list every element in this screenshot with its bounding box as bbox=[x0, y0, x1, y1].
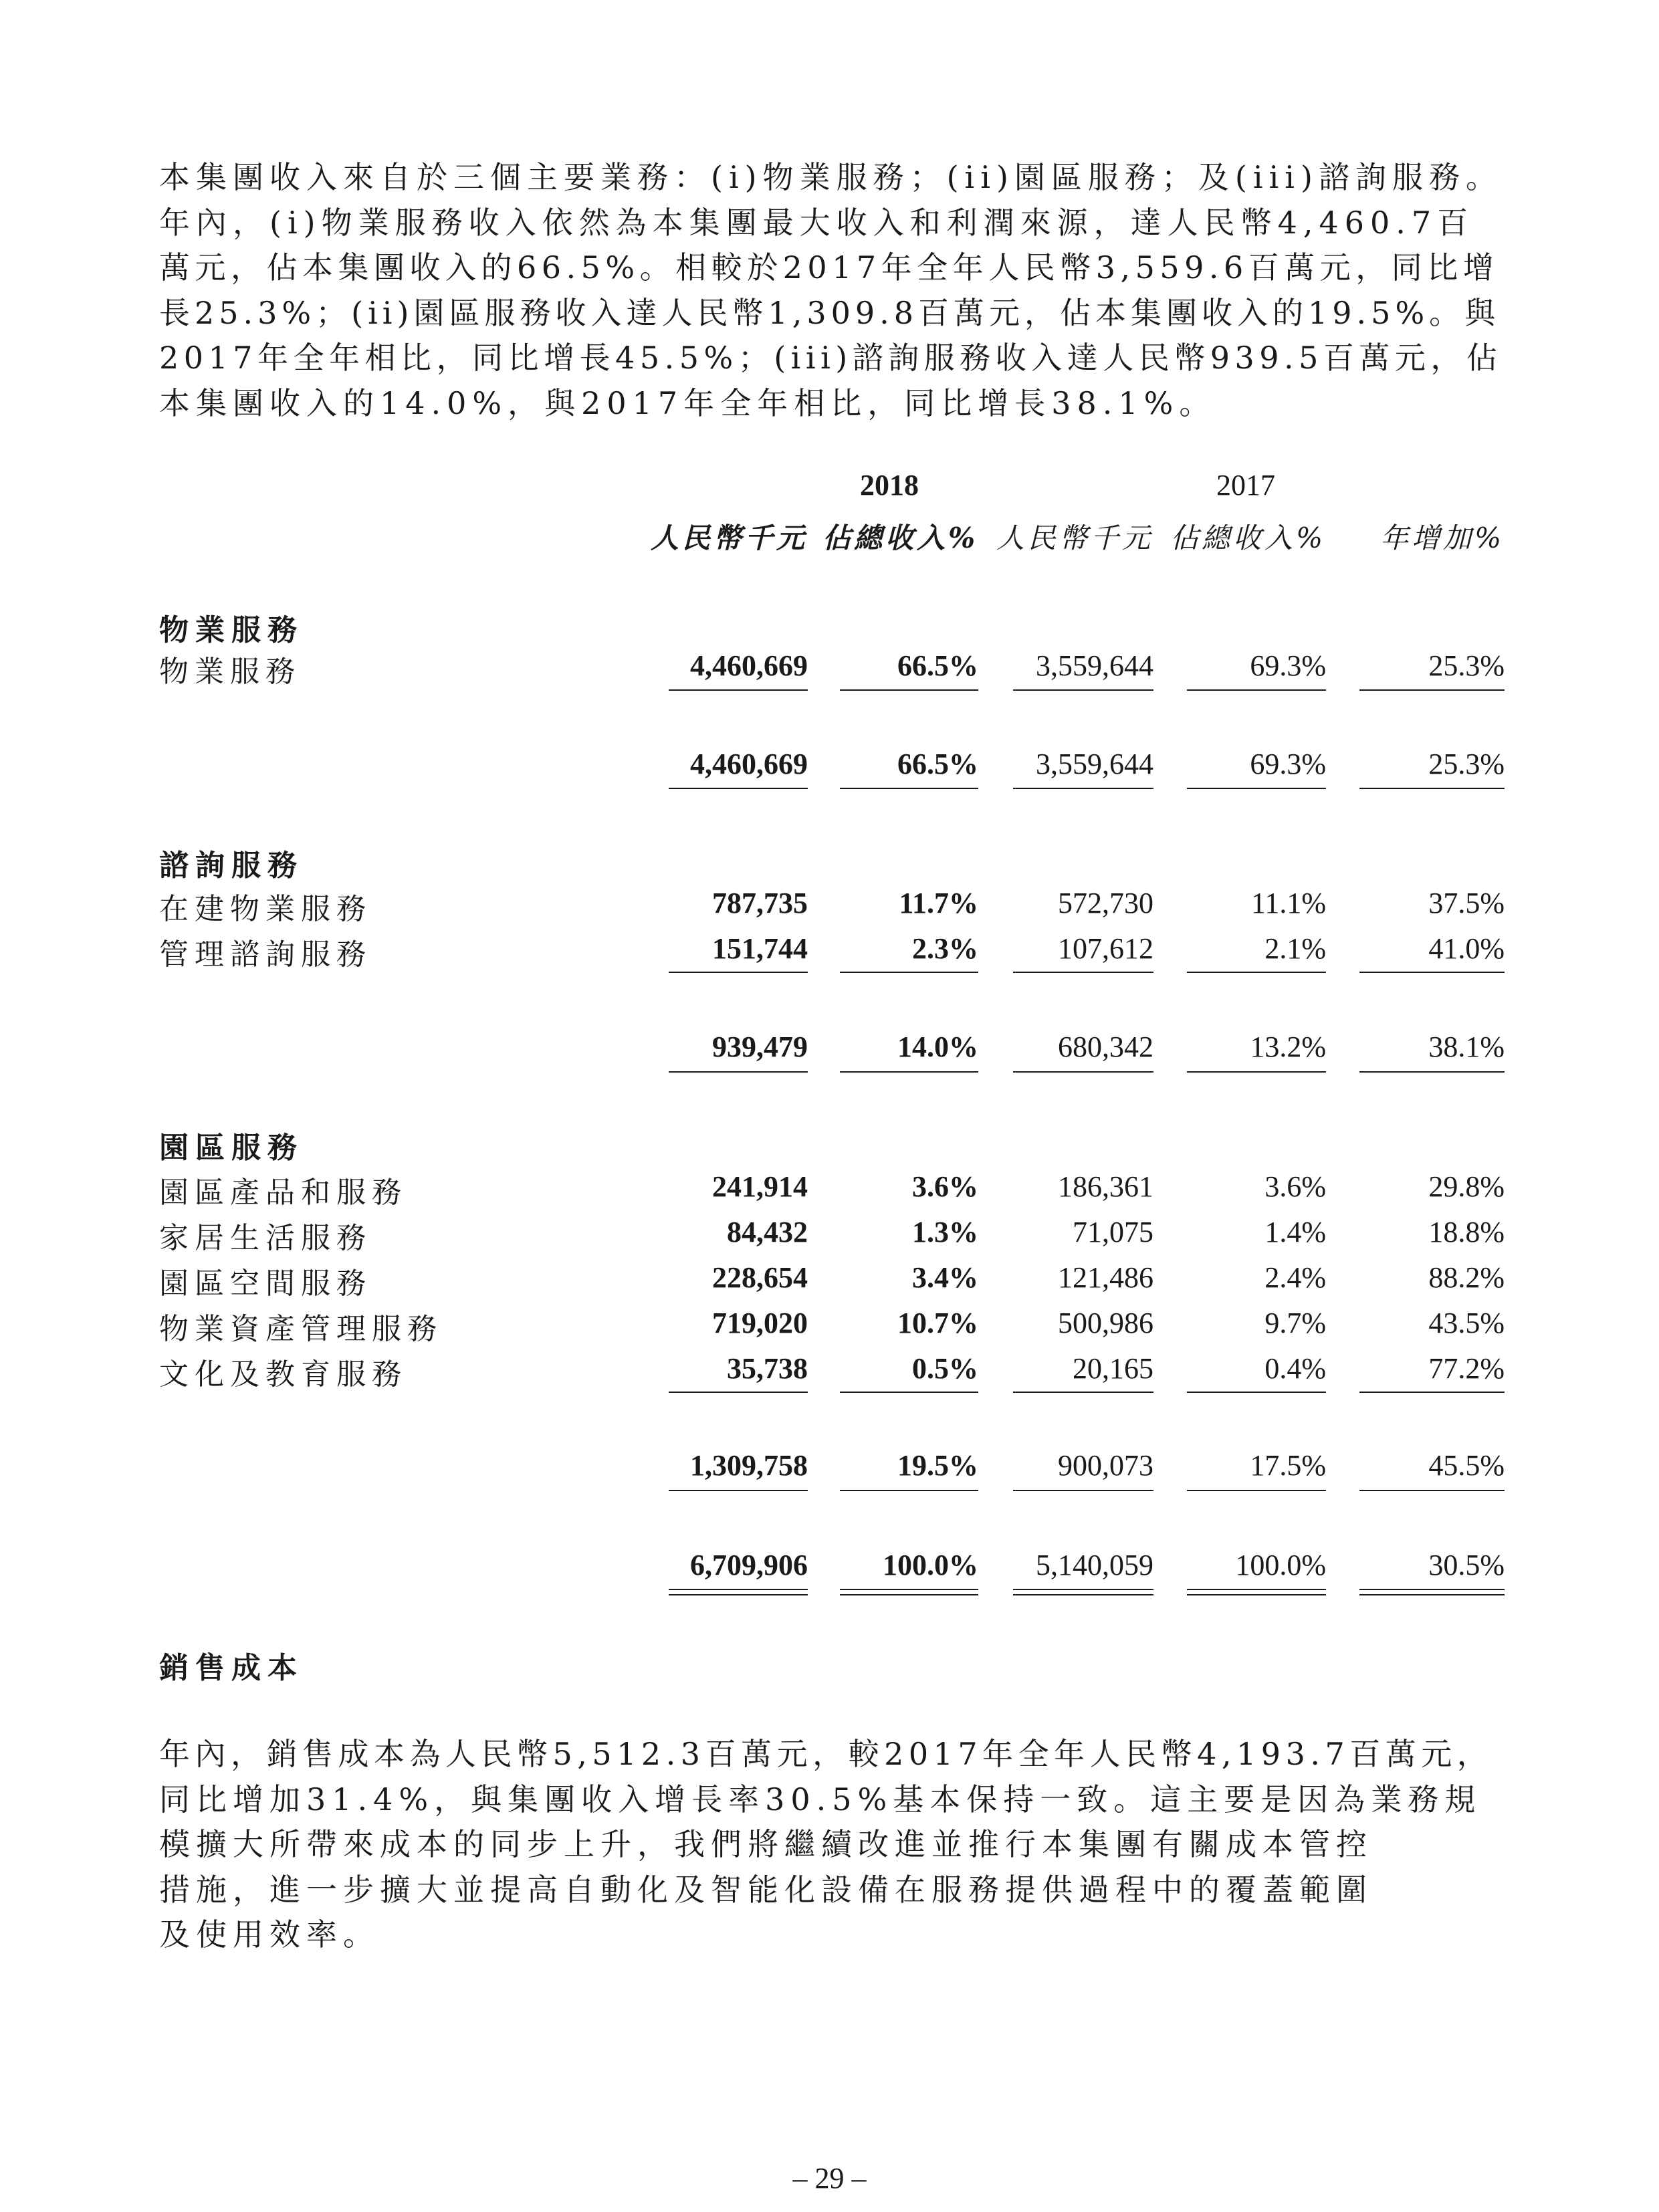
subtotal-pct-current: 66.5% bbox=[897, 748, 978, 780]
cell-pct-prior: 11.1% bbox=[1250, 887, 1326, 919]
cost-line: 及使用效率。 bbox=[159, 1916, 380, 1953]
subtotal-rmb-prior: 900,073 bbox=[1058, 1449, 1153, 1482]
rule bbox=[1013, 972, 1153, 973]
cell-pct-prior: 2.1% bbox=[1264, 932, 1326, 965]
cell-rmb-prior: 500,986 bbox=[1058, 1307, 1153, 1339]
grand-total-row bbox=[159, 1543, 1505, 1588]
cell-yoy-growth: 25.3% bbox=[1428, 649, 1505, 682]
cell-rmb-prior: 107,612 bbox=[1058, 932, 1153, 965]
subtotal-rmb-current: 939,479 bbox=[712, 1030, 808, 1063]
cell-rmb-prior: 186,361 bbox=[1058, 1170, 1153, 1203]
double-rule bbox=[840, 1589, 978, 1595]
cell-yoy-growth: 41.0% bbox=[1428, 932, 1505, 965]
row-label: 家居生活服務 bbox=[159, 1221, 372, 1255]
section-title-cost-of-sales: 銷售成本 bbox=[159, 1651, 304, 1685]
total-yoy-growth: 30.5% bbox=[1428, 1549, 1505, 1581]
rule bbox=[1013, 1490, 1153, 1491]
rule bbox=[1359, 788, 1505, 789]
cell-rmb-prior: 121,486 bbox=[1058, 1261, 1153, 1294]
cell-pct-current: 2.3% bbox=[912, 932, 978, 965]
rule bbox=[1013, 788, 1153, 789]
rule bbox=[840, 1392, 978, 1393]
rule bbox=[669, 972, 808, 973]
subtotal-row bbox=[159, 1443, 1505, 1488]
cell-pct-current: 3.4% bbox=[912, 1261, 978, 1294]
rule bbox=[1187, 788, 1326, 789]
cell-rmb-current: 4,460,669 bbox=[690, 649, 808, 682]
rule bbox=[669, 689, 808, 691]
rule bbox=[1187, 1392, 1326, 1393]
intro-line: 長25.3%；(ii)園區服務收入達人民幣1,309.8百萬元，佔本集團收入的19.5%。與 bbox=[159, 294, 1501, 331]
header-rmb-current: 人民幣千元 bbox=[650, 522, 808, 554]
cell-pct-current: 11.7% bbox=[899, 887, 978, 919]
cell-rmb-prior: 572,730 bbox=[1058, 887, 1153, 919]
cell-pct-prior: 69.3% bbox=[1250, 649, 1326, 682]
rule bbox=[1013, 689, 1153, 691]
rule bbox=[840, 1490, 978, 1491]
total-rmb-current: 6,709,906 bbox=[690, 1549, 808, 1581]
cost-line: 模擴大所帶來成本的同步上升，我們將繼續改進並推行本集團有關成本管控 bbox=[159, 1826, 1373, 1862]
cell-pct-current: 0.5% bbox=[912, 1352, 978, 1385]
cell-rmb-current: 787,735 bbox=[712, 887, 808, 919]
double-rule bbox=[1187, 1589, 1326, 1595]
header-yoy-growth: 年增加% bbox=[1380, 522, 1505, 554]
subtotal-row bbox=[159, 742, 1505, 787]
subtotal-rmb-current: 1,309,758 bbox=[690, 1449, 808, 1482]
cell-pct-current: 66.5% bbox=[897, 649, 978, 682]
cell-rmb-prior: 20,165 bbox=[1073, 1352, 1153, 1385]
rule bbox=[669, 1071, 808, 1073]
rule bbox=[1187, 1490, 1326, 1491]
cell-rmb-current: 151,744 bbox=[712, 932, 808, 965]
double-rule bbox=[1013, 1589, 1153, 1595]
rule bbox=[1187, 972, 1326, 973]
cell-rmb-current: 719,020 bbox=[712, 1307, 808, 1339]
cell-rmb-current: 84,432 bbox=[727, 1216, 808, 1248]
cell-pct-prior: 2.4% bbox=[1264, 1261, 1326, 1294]
rule bbox=[840, 972, 978, 973]
rule bbox=[669, 1392, 808, 1393]
cost-line: 年內，銷售成本為人民幣5,512.3百萬元，較2017年全年人民幣4,193.7百萬元， bbox=[159, 1736, 1493, 1772]
intro-line: 萬元，佔本集團收入的66.5%。相較於2017年全年人民幣3,559.6百萬元，同比增 bbox=[159, 249, 1499, 286]
cell-yoy-growth: 88.2% bbox=[1428, 1261, 1505, 1294]
rule bbox=[1359, 1392, 1505, 1393]
table-row bbox=[159, 643, 1505, 689]
total-pct-prior: 100.0% bbox=[1235, 1549, 1326, 1581]
cell-rmb-prior: 3,559,644 bbox=[1036, 649, 1153, 682]
total-rmb-prior: 5,140,059 bbox=[1036, 1549, 1153, 1581]
table-row bbox=[159, 1164, 1505, 1210]
rule bbox=[1013, 1071, 1153, 1073]
subtotal-rmb-current: 4,460,669 bbox=[690, 748, 808, 780]
subtotal-pct-current: 19.5% bbox=[897, 1449, 978, 1482]
page-number: – 29 – bbox=[792, 2162, 867, 2195]
cell-yoy-growth: 77.2% bbox=[1428, 1352, 1505, 1385]
cell-rmb-current: 35,738 bbox=[727, 1352, 808, 1385]
row-label: 物業服務 bbox=[159, 655, 301, 689]
cost-paragraph bbox=[159, 1732, 1503, 1958]
intro-paragraph bbox=[159, 155, 1503, 426]
header-pct-current: 佔總收入% bbox=[822, 522, 978, 554]
rule bbox=[1359, 1071, 1505, 1073]
intro-line: 年內，(i)物業服務收入依然為本集團最大收入和利潤來源，達人民幣4,460.7百 bbox=[159, 204, 1474, 241]
cell-rmb-current: 241,914 bbox=[712, 1170, 808, 1203]
cost-line: 同比增加31.4%，與集團收入增長率30.5%基本保持一致。這主要是因為業務規 bbox=[159, 1781, 1482, 1817]
rule bbox=[840, 689, 978, 691]
subtotal-rmb-prior: 680,342 bbox=[1058, 1030, 1153, 1063]
subtotal-yoy-growth: 38.1% bbox=[1428, 1030, 1505, 1063]
row-label: 園區產品和服務 bbox=[159, 1176, 407, 1210]
row-label: 管理諮詢服務 bbox=[159, 937, 372, 972]
cell-yoy-growth: 29.8% bbox=[1428, 1170, 1505, 1203]
row-label: 物業資產管理服務 bbox=[159, 1312, 443, 1346]
rule bbox=[1359, 1490, 1505, 1491]
rule bbox=[1187, 689, 1326, 691]
header-year-current: 2018 bbox=[860, 469, 919, 502]
table-row bbox=[159, 1210, 1505, 1255]
cell-pct-current: 10.7% bbox=[897, 1307, 978, 1339]
subtotal-rmb-prior: 3,559,644 bbox=[1036, 748, 1153, 780]
header-rmb-prior: 人民幣千元 bbox=[996, 522, 1153, 554]
rule bbox=[1359, 689, 1505, 691]
cell-pct-prior: 0.4% bbox=[1264, 1352, 1326, 1385]
rule bbox=[669, 788, 808, 789]
row-label: 在建物業服務 bbox=[159, 892, 372, 926]
group-title-property-services: 物業服務 bbox=[159, 613, 304, 647]
table-row bbox=[159, 1301, 1505, 1346]
header-pct-prior: 佔總收入% bbox=[1170, 522, 1326, 554]
group-title-consulting-services: 諮詢服務 bbox=[159, 849, 304, 883]
double-rule bbox=[669, 1589, 808, 1595]
table-row bbox=[159, 1255, 1505, 1301]
intro-line: 本集團收入來自於三個主要業務：(i)物業服務；(ii)園區服務；及(iii)諮詢服務。 bbox=[159, 159, 1503, 195]
subtotal-pct-prior: 17.5% bbox=[1250, 1449, 1326, 1482]
cell-pct-prior: 3.6% bbox=[1264, 1170, 1326, 1203]
cell-rmb-current: 228,654 bbox=[712, 1261, 808, 1294]
cell-yoy-growth: 37.5% bbox=[1428, 887, 1505, 919]
subtotal-pct-prior: 69.3% bbox=[1250, 748, 1326, 780]
subtotal-row bbox=[159, 1024, 1505, 1070]
rule bbox=[1013, 1392, 1153, 1393]
table-row bbox=[159, 881, 1505, 926]
rule bbox=[669, 1490, 808, 1491]
cell-rmb-prior: 71,075 bbox=[1073, 1216, 1153, 1248]
subtotal-pct-prior: 13.2% bbox=[1250, 1030, 1326, 1063]
cell-yoy-growth: 18.8% bbox=[1428, 1216, 1505, 1248]
row-label: 文化及教育服務 bbox=[159, 1357, 407, 1392]
double-rule bbox=[1359, 1589, 1505, 1595]
subtotal-yoy-growth: 25.3% bbox=[1428, 748, 1505, 780]
total-pct-current: 100.0% bbox=[883, 1549, 978, 1581]
cell-pct-current: 1.3% bbox=[912, 1216, 978, 1248]
group-title-park-services: 園區服務 bbox=[159, 1131, 304, 1165]
header-year-prior: 2017 bbox=[1216, 469, 1275, 502]
table-row bbox=[159, 926, 1505, 972]
rule bbox=[1359, 972, 1505, 973]
subtotal-yoy-growth: 45.5% bbox=[1428, 1449, 1505, 1482]
cell-pct-prior: 1.4% bbox=[1264, 1216, 1326, 1248]
table-row bbox=[159, 1346, 1505, 1392]
cost-line: 措施，進一步擴大並提高自動化及智能化設備在服務提供過程中的覆蓋範圍 bbox=[159, 1871, 1373, 1908]
cell-pct-prior: 9.7% bbox=[1264, 1307, 1326, 1339]
cell-yoy-growth: 43.5% bbox=[1428, 1307, 1505, 1339]
intro-line: 2017年全年相比，同比增長45.5%；(iii)諮詢服務收入達人民幣939.5百萬元，佔 bbox=[159, 340, 1503, 376]
cell-pct-current: 3.6% bbox=[912, 1170, 978, 1203]
rule bbox=[840, 788, 978, 789]
intro-line: 本集團收入的14.0%，與2017年全年相比，同比增長38.1%。 bbox=[159, 384, 1216, 421]
rule bbox=[840, 1071, 978, 1073]
rule bbox=[1187, 1071, 1326, 1073]
subtotal-pct-current: 14.0% bbox=[897, 1030, 978, 1063]
row-label: 園區空間服務 bbox=[159, 1266, 372, 1301]
